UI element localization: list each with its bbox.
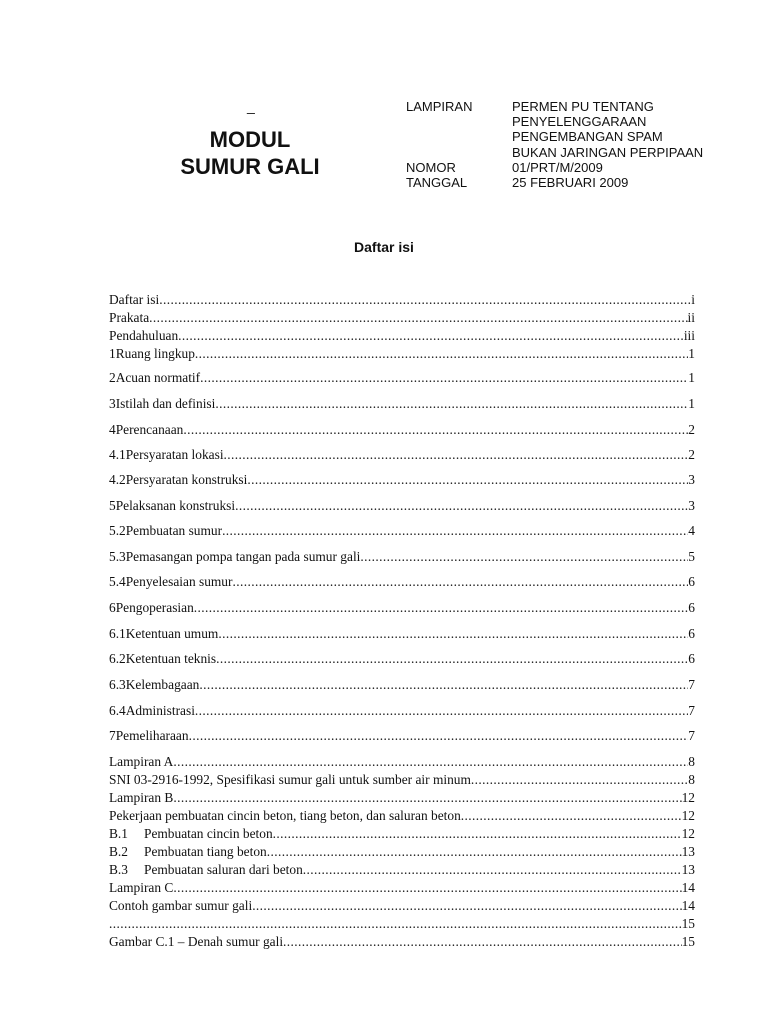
toc-entry[interactable] <box>109 898 695 914</box>
toc-dot-leader <box>461 808 682 824</box>
toc-entry[interactable] <box>109 498 695 514</box>
module-title-line1: MODUL <box>209 127 291 152</box>
toc-heading: Daftar isi <box>354 239 414 255</box>
toc-dot-leader <box>199 677 688 693</box>
toc-entry-page: 12 <box>681 826 695 841</box>
toc-entry[interactable] <box>109 396 695 412</box>
toc-entry-page: 3 <box>688 498 695 513</box>
toc-dot-leader <box>252 898 681 914</box>
toc-entry-label: Pekerjaan pembuatan cincin beton, tiang beton, dan saluran beton <box>109 808 461 823</box>
toc-dot-leader <box>303 862 682 878</box>
toc-entry-label: 3Istilah dan definisi <box>109 396 216 411</box>
meta-tanggal-value: 25 FEBRUARI 2009 <box>512 175 629 191</box>
toc-entry-label: 5.4Penyelesaian sumur <box>109 574 233 589</box>
toc-entry-page: 8 <box>688 754 695 769</box>
toc-entry-page: 8 <box>688 772 695 787</box>
meta-lampiran-line: PERMEN PU TENTANG <box>512 99 654 114</box>
toc-entry-page: i <box>691 292 695 307</box>
toc-entry[interactable] <box>109 677 695 693</box>
toc-entry-label: 5Pelaksanan konstruksi <box>109 498 236 513</box>
toc-entry-page: 15 <box>681 934 695 949</box>
toc-entry-page: ii <box>687 310 695 325</box>
toc-entry-label: Prakata <box>109 310 150 325</box>
toc-entry-page: 5 <box>688 549 695 564</box>
toc-entry-label: 1Ruang lingkup <box>109 346 195 361</box>
toc-entry-page: 7 <box>688 703 695 718</box>
toc-entry-label: 6.1Ketentuan umum <box>109 626 219 641</box>
toc-entry-page: 1 <box>688 346 695 361</box>
toc-entry[interactable] <box>109 703 695 719</box>
toc-entry[interactable] <box>109 934 695 950</box>
header-meta-block <box>406 99 703 190</box>
toc-entry-page: 3 <box>688 472 695 487</box>
toc-entry[interactable] <box>109 600 695 616</box>
meta-tanggal-row <box>406 175 703 190</box>
toc-entry-number: B.3 <box>109 862 128 877</box>
toc-entry-page: 1 <box>688 396 695 411</box>
toc-entry[interactable] <box>109 880 695 896</box>
toc-entry-page: 1 <box>688 370 695 385</box>
toc-entry[interactable] <box>109 728 695 744</box>
toc-entry-text: Pembuatan tiang beton <box>144 844 267 859</box>
toc-entry[interactable] <box>109 626 695 642</box>
toc-entry[interactable] <box>109 549 695 565</box>
toc-dot-leader <box>195 703 688 719</box>
toc-entry[interactable] <box>109 310 695 326</box>
meta-nomor-value: 01/PRT/M/2009 <box>512 159 603 175</box>
toc-entry-label: Daftar isi <box>109 292 160 307</box>
toc-entry-page: 6 <box>688 626 695 641</box>
toc-entry-page: 14 <box>681 898 695 913</box>
toc-entry-label: 6Pengoperasian <box>109 600 194 615</box>
toc-entry[interactable] <box>109 844 695 860</box>
toc-entry-label: Contoh gambar sumur gali <box>109 898 253 913</box>
toc-entry[interactable] <box>109 916 695 932</box>
toc-entry-page: 2 <box>688 447 695 462</box>
toc-entry-label: Gambar C.1 – Denah sumur gali <box>109 934 284 949</box>
meta-nomor-row <box>406 160 703 175</box>
toc-entry-number: B.1 <box>109 826 128 841</box>
toc-dot-leader <box>109 916 682 932</box>
toc-entry-label: 4.2Persyaratan konstruksi <box>109 472 248 487</box>
toc-entry[interactable] <box>109 523 695 539</box>
meta-tanggal-label: TANGGAL <box>406 175 468 191</box>
toc-entry-page: iii <box>683 328 695 343</box>
toc-entry-label: 6.4Administrasi <box>109 703 195 718</box>
toc-entry-label: 6.2Ketentuan teknis <box>109 651 217 666</box>
toc-dot-leader <box>283 934 682 950</box>
toc-entry-label <box>109 862 303 878</box>
toc-dot-leader <box>215 396 688 412</box>
toc-dot-leader <box>218 626 688 642</box>
toc-dot-leader <box>235 498 688 514</box>
toc-entry[interactable] <box>109 328 695 344</box>
meta-lampiran-line: PENGEMBANGAN SPAM <box>512 129 663 145</box>
module-title <box>160 126 340 180</box>
toc-entry[interactable] <box>109 826 695 842</box>
meta-lampiran-row <box>406 99 703 160</box>
toc-entry-page: 13 <box>681 844 695 859</box>
toc-entry-label: SNI 03-2916-1992, Spesifikasi sumur gali untuk sumber air minum <box>109 772 471 787</box>
toc-entry[interactable] <box>109 808 695 824</box>
toc-dot-leader <box>173 790 681 806</box>
toc-entry[interactable] <box>109 790 695 806</box>
toc-entry-label: 7Pemeliharaan <box>109 728 189 743</box>
toc-dot-leader <box>216 651 688 667</box>
toc-entry-page: 7 <box>688 677 695 692</box>
toc-entry[interactable] <box>109 346 695 362</box>
toc-dot-leader <box>267 844 682 860</box>
toc-entry[interactable] <box>109 292 695 308</box>
toc-dot-leader <box>222 523 688 539</box>
toc-dot-leader <box>183 422 688 438</box>
toc-entry-page: 6 <box>688 574 695 589</box>
toc-entry-page: 7 <box>688 728 695 743</box>
module-title-line2: SUMUR GALI <box>180 154 320 179</box>
toc-entry-text: Pembuatan cincin beton <box>144 826 273 841</box>
toc-entry-page: 4 <box>688 523 695 538</box>
toc-entry-label: Lampiran B <box>109 790 174 805</box>
toc-dot-leader <box>173 754 688 770</box>
meta-lampiran-line: BUKAN JARINGAN PERPIPAAN <box>512 144 704 160</box>
toc-entry-page: 15 <box>681 916 695 931</box>
toc-dot-leader <box>189 728 689 744</box>
toc-dot-leader <box>360 549 688 565</box>
meta-nomor-label: NOMOR <box>406 159 456 175</box>
toc-entry-page: 12 <box>681 808 695 823</box>
toc-entry-label: Lampiran A <box>109 754 174 769</box>
toc-dot-leader <box>232 574 688 590</box>
toc-entry[interactable] <box>109 422 695 438</box>
toc-entry-label: 5.3Pemasangan pompa tangan pada sumur gali <box>109 549 361 564</box>
toc-entry-page: 14 <box>681 880 695 895</box>
toc-dot-leader <box>200 370 688 386</box>
toc-entry-label: 4Perencanaan <box>109 422 184 437</box>
meta-lampiran-label: LAMPIRAN <box>406 99 473 114</box>
toc-entry[interactable] <box>109 447 695 463</box>
toc-entry[interactable] <box>109 574 695 590</box>
meta-lampiran-value <box>512 99 703 160</box>
toc-entry-page: 2 <box>688 422 695 437</box>
toc-entry-label: 6.3Kelembagaan <box>109 677 200 692</box>
toc-entry-number: B.2 <box>109 844 128 859</box>
toc-entry-text: Pembuatan saluran dari beton <box>144 862 303 877</box>
toc-entry-label: Lampiran C <box>109 880 174 895</box>
toc-dot-leader <box>178 328 684 344</box>
header-dash: _ <box>247 98 255 114</box>
toc-entry-label: Pendahuluan <box>109 328 179 343</box>
toc-entry-page: 13 <box>681 862 695 877</box>
toc-entry[interactable] <box>109 472 695 488</box>
toc-entry[interactable] <box>109 651 695 667</box>
meta-lampiran-line: PENYELENGGARAAN <box>512 114 647 130</box>
toc-dot-leader <box>471 772 688 788</box>
toc-dot-leader <box>159 292 691 308</box>
toc-dot-leader <box>273 826 682 842</box>
toc-dot-leader <box>247 472 688 488</box>
toc-entry-label: 2Acuan normatif <box>109 370 201 385</box>
toc-dot-leader <box>224 447 689 463</box>
toc-entry-page: 12 <box>681 790 695 805</box>
toc-entry-page: 6 <box>688 651 695 666</box>
toc-dot-leader <box>173 880 681 896</box>
toc-entry[interactable] <box>109 754 695 770</box>
toc-entry[interactable] <box>109 862 695 878</box>
toc-dot-leader <box>149 310 687 326</box>
toc-entry-label <box>109 826 273 842</box>
toc-entry[interactable] <box>109 370 695 386</box>
toc-entry-label <box>109 844 267 860</box>
toc-entry-label: 4.1Persyaratan lokasi <box>109 447 224 462</box>
toc-entry-page: 6 <box>688 600 695 615</box>
toc-entry[interactable] <box>109 772 695 788</box>
toc-entry-label: 5.2Pembuatan sumur <box>109 523 223 538</box>
toc-dot-leader <box>194 600 689 616</box>
toc-dot-leader <box>195 346 688 362</box>
